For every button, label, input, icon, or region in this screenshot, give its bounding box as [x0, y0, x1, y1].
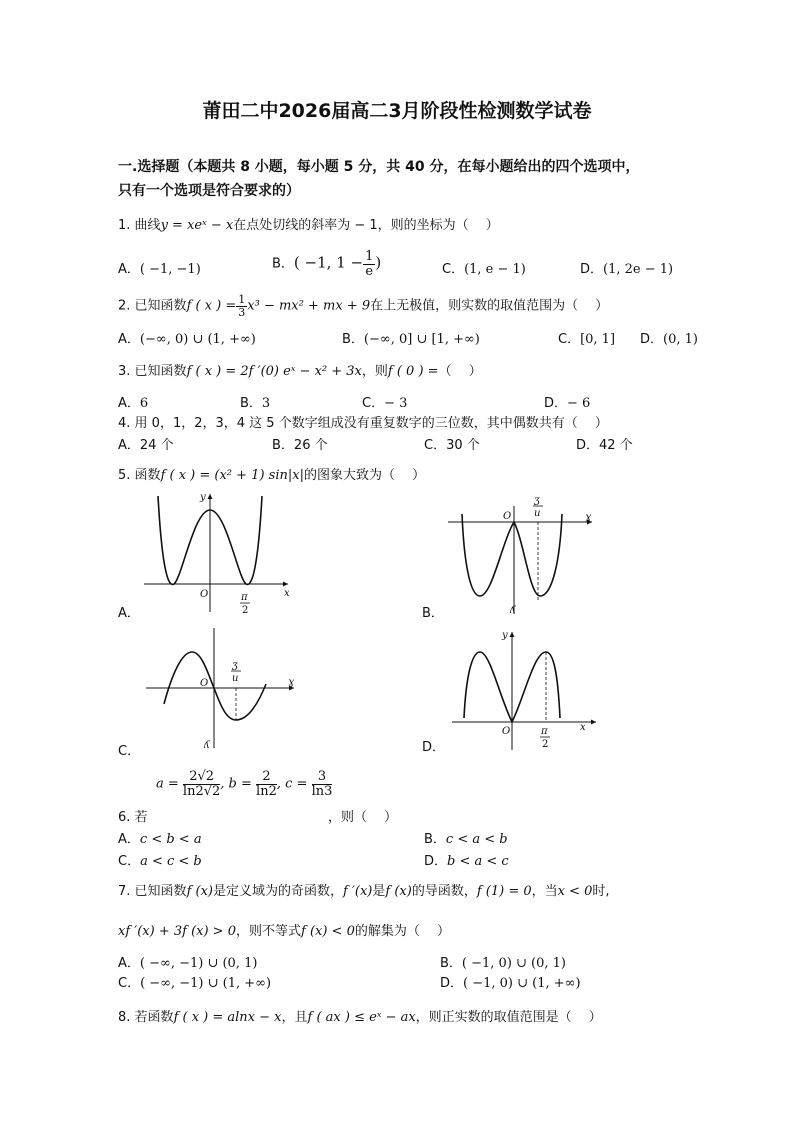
option-text: 3	[261, 396, 271, 411]
tick-label-denominator: u	[534, 508, 541, 519]
x-axis-label: x	[580, 722, 586, 733]
math-expression: f ( x ) = (x² + 1) sin|x|	[160, 468, 304, 483]
q7-option-d[interactable]	[440, 972, 581, 991]
option-text: [0, 1]	[580, 332, 616, 347]
option-label: A．	[118, 832, 140, 847]
q2-option-c[interactable]	[558, 328, 615, 347]
origin-label: O	[502, 726, 511, 737]
math-expression: f ( 0 ) =	[387, 364, 439, 379]
question-number: 3.	[118, 364, 131, 379]
fraction-c: $\frac{3}{\ln 3}$	[311, 769, 333, 799]
math-expression: y = xeˣ − x	[160, 218, 234, 233]
question-6-number: 6. 若	[118, 810, 148, 825]
x-axis-label: ɣ	[585, 512, 591, 523]
q1-option-c[interactable]	[442, 258, 526, 277]
option-label: A．	[118, 956, 140, 971]
x-axis-label: x	[284, 588, 290, 599]
y-axis-arrow	[208, 494, 213, 499]
option-text: 30 个	[446, 438, 480, 453]
math-expression: xf ′(x) + 3f (x) > 0	[118, 924, 236, 939]
q3-option-b[interactable]	[240, 392, 270, 411]
option-text: ( −∞, −1) ∪ (1, +∞)	[140, 976, 272, 991]
math-expression: f (x) < 0	[301, 924, 355, 939]
math-expression: f ( x ) = 2f ′(0) eˣ − x² + 3x	[186, 364, 362, 379]
section-header-line1: 一.选择题（本题共 8 小题，每小题 5 分，共 40 分，在每小题给出的四个选项中，	[118, 159, 640, 175]
math-expression: f (x)	[385, 884, 412, 899]
question-8	[118, 1006, 602, 1025]
option-label: B．	[440, 956, 462, 971]
question-text: 的图象大致为（ ）	[303, 468, 426, 483]
question-7	[118, 880, 610, 899]
question-1	[118, 214, 499, 233]
question-number: 1.	[118, 218, 131, 233]
option-text: (0, 1)	[663, 332, 698, 347]
question-number: 7.	[118, 884, 131, 899]
math-expression: , b =	[220, 776, 252, 792]
option-label: D．	[640, 332, 664, 347]
q7-option-a[interactable]	[118, 952, 257, 971]
math-expression: f (x)	[186, 884, 213, 899]
option-text: (1, 2e − 1)	[603, 262, 674, 277]
option-label: A．	[118, 262, 140, 277]
option-text: c < b < a	[139, 832, 202, 847]
q6-option-c[interactable]	[118, 850, 202, 869]
question-text: ，且	[281, 1010, 308, 1025]
x-axis-arrow	[283, 582, 288, 587]
question-text: 曲线	[134, 218, 161, 233]
question-text: 是定义域为的奇函数，	[212, 884, 343, 899]
option-label: C．	[362, 396, 385, 411]
question-text: ，当	[531, 884, 558, 899]
q5-option-c[interactable]: C．	[118, 744, 141, 759]
page-title: 莆田二中2026届高二3月阶段性检测数学试卷	[202, 100, 592, 122]
question-text: 已知函数	[134, 884, 187, 899]
option-label: D．	[580, 262, 604, 277]
math-expression: f ( x ) = alnx − x	[173, 1010, 282, 1025]
question-text: 已知函数	[134, 298, 187, 314]
option-label: A．	[118, 438, 140, 453]
q7-option-c[interactable]	[118, 972, 271, 991]
question-7-line2	[118, 920, 450, 939]
q6-option-b[interactable]	[424, 828, 508, 847]
q6-option-d[interactable]	[424, 850, 509, 869]
option-label: C．	[424, 438, 447, 453]
question-text: 在上无极值，则实数的取值范围为（ ）	[370, 298, 609, 314]
option-text: a < c < b	[140, 854, 202, 869]
question-number: 2.	[118, 298, 131, 314]
question-text: ，则不等式	[235, 924, 301, 939]
tick-label-denominator: 2	[542, 739, 549, 750]
option-label: C．	[442, 262, 465, 277]
math-expression: , c =	[276, 776, 308, 792]
question-text: ，则	[361, 364, 388, 379]
option-label: B．	[342, 332, 364, 347]
option-text: (−∞, 0] ∪ [1, +∞)	[363, 332, 480, 347]
option-label: C．	[118, 976, 141, 991]
question-number: 5.	[118, 468, 131, 483]
option-label: A．	[118, 396, 140, 411]
q6-option-a[interactable]	[118, 828, 202, 847]
q5-option-b[interactable]: B．	[422, 606, 444, 621]
option-text: ( −1, 0) ∪ (0, 1)	[461, 956, 567, 971]
tick-label-denominator: 2	[242, 605, 249, 616]
option-text: 26 个	[293, 438, 328, 453]
question-text: （ ）	[438, 364, 482, 379]
option-label: C．	[118, 854, 141, 869]
q5-graph-d	[444, 626, 604, 756]
option-text: 6	[139, 396, 149, 411]
y-axis-label: ʎ	[204, 740, 210, 751]
option-label: C．	[558, 332, 581, 347]
q2-option-a[interactable]	[118, 328, 256, 347]
tick-label-numerator: ʒ	[534, 495, 540, 506]
question-text: 若函数	[134, 1010, 174, 1025]
q1-option-d[interactable]	[580, 258, 673, 277]
option-label: D．	[440, 976, 464, 991]
question-text: ，则正实数的取值范围是（ ）	[415, 1010, 602, 1025]
option-label: B．	[272, 256, 294, 272]
option-label: D．	[544, 396, 568, 411]
y-axis-arrow	[510, 632, 515, 637]
origin-label: O	[503, 511, 512, 522]
question-text: 在点处切线的斜率为 − 1，则的坐标为（ ）	[233, 218, 499, 233]
q4-option-d[interactable]	[576, 434, 633, 453]
q3-option-c[interactable]	[362, 392, 407, 411]
option-text: ( −1, 0) ∪ (1, +∞)	[463, 976, 581, 991]
fraction-a: $\frac{2√2}{\ln 2√2}$	[182, 769, 221, 799]
question-text: 的导函数，	[411, 884, 477, 899]
option-label: B．	[424, 832, 446, 847]
function-curve	[462, 514, 562, 596]
math-expression: f ( ax ) ≤ eˣ − ax	[307, 1010, 416, 1025]
q4-option-c[interactable]	[424, 434, 480, 453]
question-text: 函数	[134, 468, 161, 483]
y-axis-label: y	[200, 492, 206, 503]
origin-label: O	[200, 678, 209, 689]
question-number: 8.	[118, 1010, 131, 1025]
tick-label-numerator: ʒ	[232, 660, 238, 671]
option-text: b < a < c	[447, 854, 509, 869]
question-4: 4. 用 0，1，2，3，4 这 5 个数字组成没有重复数字的三位数，其中偶数共有（ ）	[118, 416, 608, 431]
option-text: − 6	[567, 396, 591, 411]
option-text: ( −∞, −1) ∪ (0, 1)	[139, 956, 258, 971]
section-header-line2: 只有一个选项是符合要求的）	[118, 183, 300, 199]
math-expression: f (1) = 0	[476, 884, 532, 899]
q5-graph-a	[138, 488, 298, 618]
option-text: c < a < b	[445, 832, 508, 847]
question-text: 是	[372, 884, 386, 899]
tick-label-denominator: u	[232, 673, 239, 684]
fraction: $\frac{1}{e}$	[365, 249, 374, 279]
option-label: D．	[424, 854, 448, 869]
option-text: 24 个	[139, 438, 174, 453]
q3-option-a[interactable]	[118, 392, 148, 411]
option-text: ( −1, −1)	[139, 262, 201, 277]
q2-option-b[interactable]	[342, 328, 480, 347]
y-axis-label: ʎ	[510, 605, 516, 616]
q4-option-b[interactable]	[272, 434, 328, 453]
math-expression: f ( x ) =	[186, 298, 237, 314]
q4-option-a[interactable]	[118, 434, 174, 453]
x-axis-arrow	[591, 720, 596, 725]
question-text: 时,	[592, 884, 610, 899]
q7-option-b[interactable]	[440, 952, 566, 971]
question-3	[118, 360, 482, 379]
q3-option-d[interactable]	[544, 392, 590, 411]
q5-graph-c	[142, 624, 302, 754]
q5-option-d[interactable]: D．	[422, 740, 446, 755]
option-text: )	[375, 253, 382, 272]
option-label: B．	[240, 396, 262, 411]
math-expression: f ′(x)	[343, 884, 373, 899]
option-text: − 3	[384, 396, 408, 411]
q1-option-a[interactable]	[118, 258, 201, 277]
x-axis-label: ɣ	[288, 677, 294, 688]
question-text: 的解集为（ ）	[354, 924, 450, 939]
math-expression: a =	[156, 776, 179, 792]
option-text: (1, e − 1)	[464, 262, 526, 277]
q5-option-a[interactable]: A．	[118, 606, 140, 621]
origin-label: O	[200, 589, 209, 600]
question-text: 已知函数	[134, 364, 187, 379]
q1-option-b[interactable]	[272, 250, 381, 278]
option-label: A．	[118, 332, 140, 347]
q6-expression	[156, 770, 332, 798]
option-text: 42 个	[599, 438, 633, 453]
question-2	[118, 294, 608, 318]
y-axis-label: y	[502, 630, 508, 641]
option-text: ( −1, 1 −	[293, 253, 364, 272]
question-6-tail: ，则（ ）	[328, 810, 398, 825]
math-expression: x < 0	[557, 884, 593, 899]
question-5	[118, 464, 425, 483]
fraction-b: $\frac{2}{\ln 2}$	[256, 769, 277, 799]
tick-label-numerator: π	[541, 726, 548, 737]
option-label: D．	[576, 438, 600, 453]
q5-graph-b	[444, 492, 604, 622]
option-text: (−∞, 0) ∪ (1, +∞)	[139, 332, 256, 347]
fraction: $\frac{1}{3}$	[238, 293, 246, 319]
math-expression: x³ − mx² + mx + 9	[247, 298, 371, 314]
tick-label-numerator: π	[241, 592, 248, 603]
q2-option-d[interactable]	[640, 328, 698, 347]
option-label: B．	[272, 438, 294, 453]
function-curve	[164, 652, 266, 720]
